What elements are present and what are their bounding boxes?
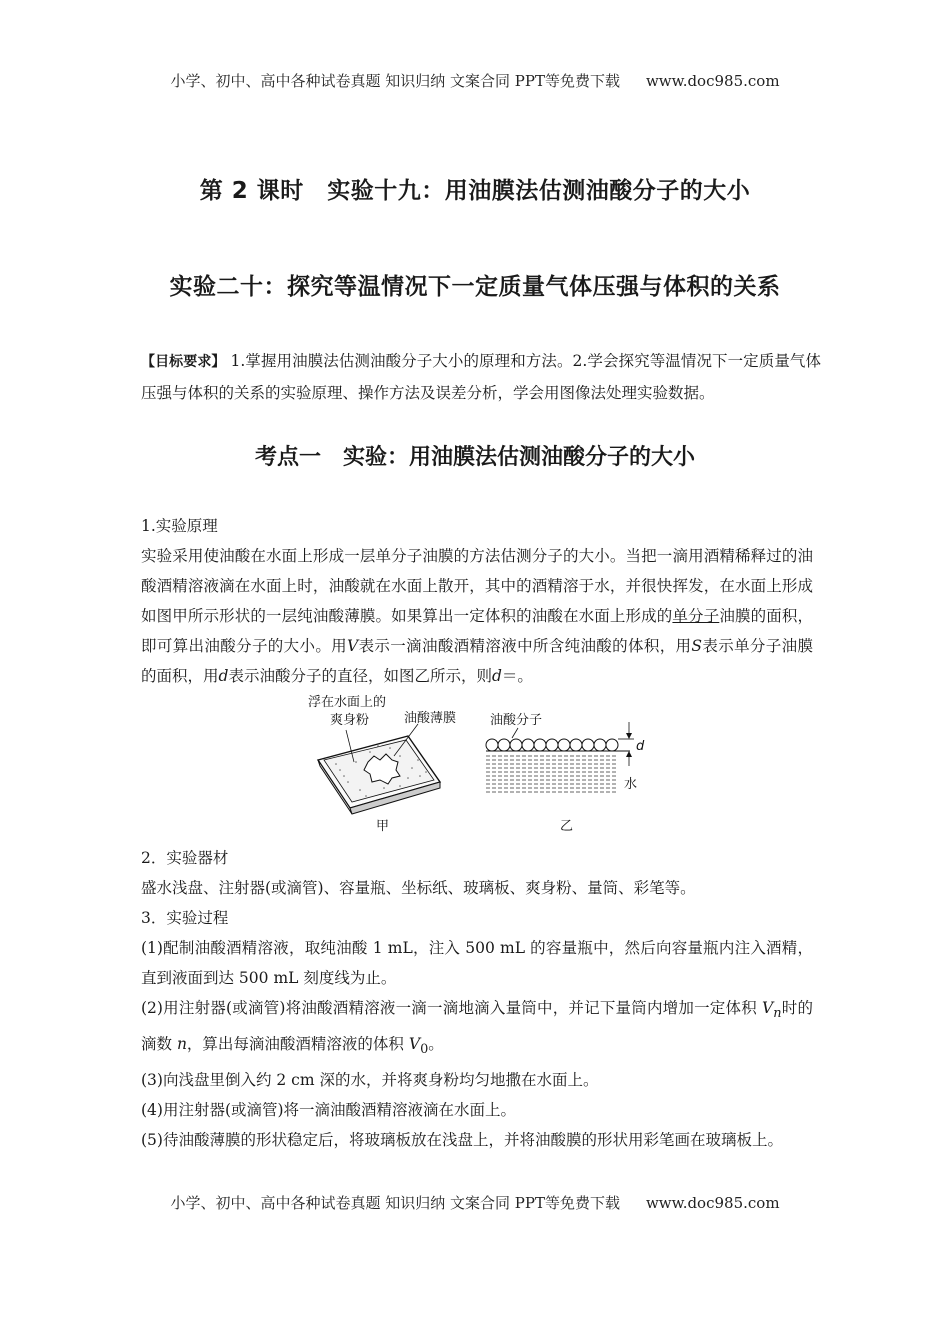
var-V0-sub: 0 [420, 1042, 429, 1058]
procedure-step-3: (3)向浅盘里倒入约 2 cm 深的水，并将爽身粉均匀地撒在水面上。 [141, 1071, 599, 1090]
label-film: 油酸薄膜 [404, 711, 457, 726]
section-title: 考点一 实验：用油膜法估测油酸分子的大小 [254, 445, 695, 470]
page-footer [0, 1192, 950, 1213]
procedure-step-1: (1)配制油酸酒精溶液，取纯油酸 1 mL，注入 500 mL 的容量瓶中，然后向容量瓶内注入酒精，直到液面到达 500 mL 刻度线为止。 [141, 939, 813, 987]
step2-text-b: 时的滴数 [141, 999, 813, 1054]
label-water: 水 [624, 777, 638, 792]
principle-text-1: 实验采用使油酸在水面上形成一层单分子油膜的方法估测分子的大小。当把一滴用酒精稀释过的油酸酒精溶液滴在水面上时，油酸就在水面上散开，其中的酒精溶于水，并很快挥发，在水面上形成如图甲所示形状的一层纯油酸薄膜。如果算出一定体积的油酸在水面上形成的 [141, 547, 813, 625]
monolayer-illustration [486, 722, 634, 792]
step2-text-c: ，算出每滴油酸酒精溶液的体积 [186, 1035, 409, 1054]
principle-text-5: 表示油酸分子的直径，如图乙所示，则 [228, 667, 492, 685]
step2-text-a: (2)用注射器(或滴管)将油酸酒精溶液一滴一滴地滴入量筒中，并记下量筒内增加一定体积 [141, 999, 763, 1017]
label-molecule: 油酸分子 [490, 713, 543, 728]
principle-heading: 1.实验原理 [141, 517, 218, 535]
equipment-text: 盛水浅盘、注射器(或滴管)、容量瓶、坐标纸、玻璃板、爽身粉、量筒、彩笔等。 [141, 879, 696, 897]
var-n: n [176, 1035, 187, 1054]
principle-paragraph [141, 541, 813, 691]
header-text: 小学、初中、高中各种试卷真题 知识归纳 文案合同 PPT等免费下载 [170, 72, 620, 90]
label-powder-1: 浮在水面上的 [308, 695, 387, 710]
var-d: d [218, 667, 229, 685]
caption-yi: 乙 [560, 819, 574, 834]
step2-text-d: 。 [428, 1035, 444, 1054]
goals-paragraph [141, 346, 821, 409]
procedure-heading: 3．实验过程 [141, 909, 229, 927]
var-Vn: V [762, 999, 774, 1017]
principle-section [141, 511, 813, 691]
procedure-step-2 [141, 993, 813, 1065]
header-site: www.doc985.com [645, 72, 780, 90]
tray-illustration [318, 724, 440, 814]
principle-text-6: ＝。 [501, 667, 533, 685]
lesson-title: 第 2 课时 实验十九：用油膜法估测油酸分子的大小 [199, 178, 751, 204]
var-V: V [347, 637, 359, 655]
label-powder-2: 爽身粉 [330, 713, 370, 728]
var-Vn-sub: n [773, 1006, 782, 1022]
caption-jia: 甲 [376, 819, 390, 834]
footer-site: www.doc985.com [645, 1194, 780, 1212]
principle-text-3: 表示一滴油酸酒精溶液中所含纯油酸的体积，用 [358, 637, 692, 655]
footer-text: 小学、初中、高中各种试卷真题 知识归纳 文案合同 PPT等免费下载 [170, 1194, 620, 1212]
goals-tag: 【目标要求】 [141, 354, 226, 370]
goals-text: 1.掌握用油膜法估测油酸分子大小的原理和方法。2.学会探究等温情况下一定质量气体压强与体积的关系的实验原理、操作方法及误差分析，学会用图像法处理实验数据。 [141, 352, 822, 402]
var-S: S [691, 637, 703, 655]
underlined-term: 单分子 [672, 607, 720, 625]
experiment-figure [300, 690, 660, 840]
equipment-procedure-section [141, 843, 813, 1155]
procedure-step-5: (5)待油酸薄膜的形状稳定后，将玻璃板放在浅盘上，并将油酸膜的形状用彩笔画在玻璃板上。 [141, 1131, 783, 1150]
label-d: d [636, 739, 645, 754]
equipment-heading: 2．实验器材 [141, 849, 229, 867]
var-d-2: d [491, 667, 502, 685]
principle-text-2: 油膜的面积，即可算出油酸分子的大小。用 [141, 607, 813, 655]
lesson-subtitle: 实验二十：探究等温情况下一定质量气体压强与体积的关系 [169, 274, 781, 300]
principle-text-4: 表示单分子油膜的面积，用 [141, 637, 813, 685]
procedure-step-4: (4)用注射器(或滴管)将一滴油酸酒精溶液滴在水面上。 [141, 1101, 517, 1120]
page-header [0, 70, 950, 91]
var-V0: V [408, 1035, 421, 1054]
